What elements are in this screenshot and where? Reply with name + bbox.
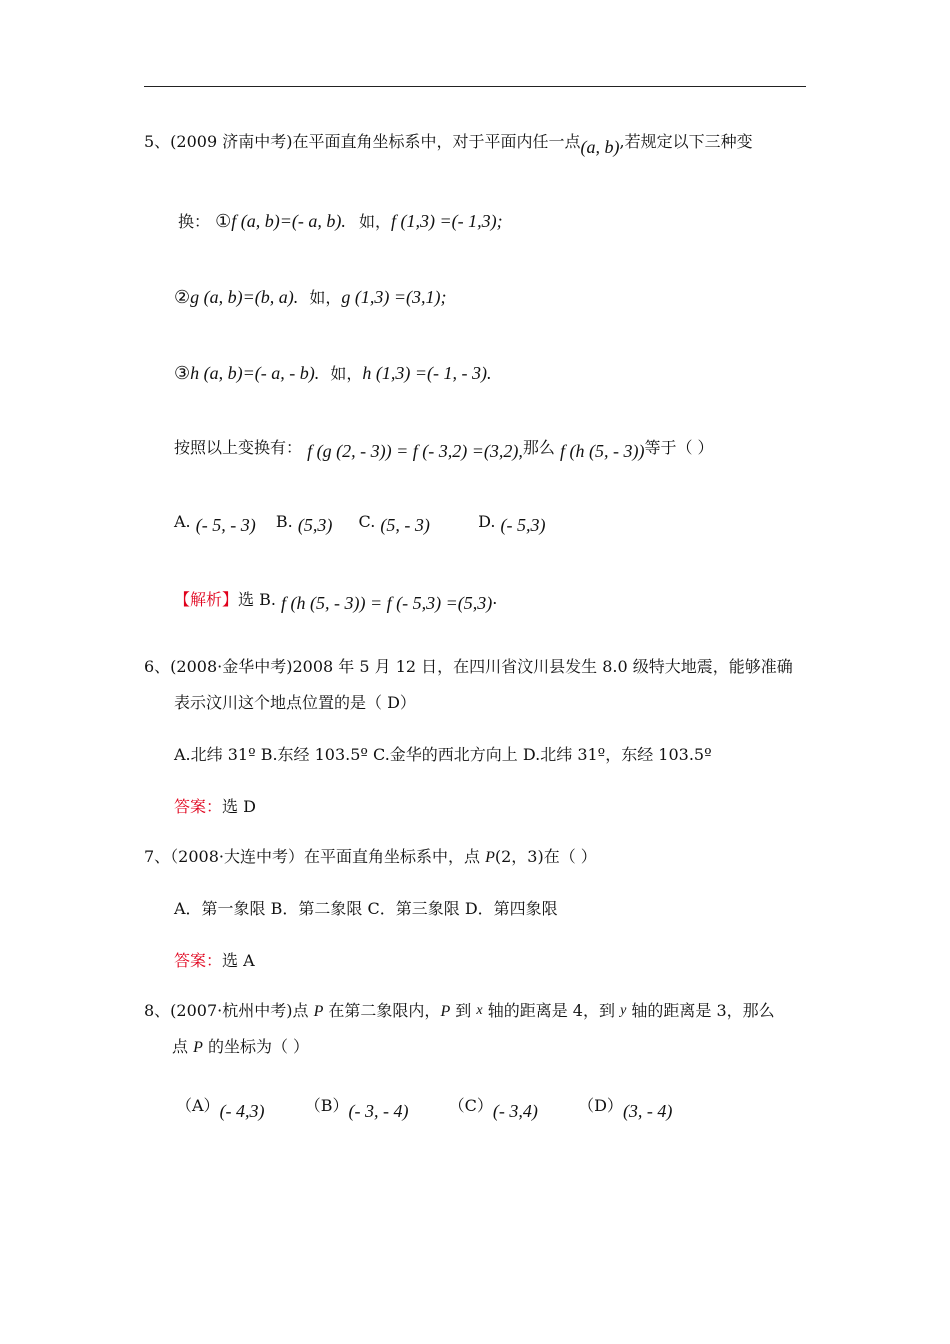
option-b: B. (5,3)	[275, 512, 333, 535]
q8-option-b: （B）(- 3, - 4)	[304, 1096, 409, 1121]
compose-label: 按照以上变换有：	[174, 438, 303, 457]
q8-option-c: （C）(- 3,4)	[448, 1096, 538, 1121]
q8-line1: 8、(2007·杭州中考)点 P 在第二象限内，P 到 x 轴的距离是 4，到 y 轴的距离是 3，那么	[144, 1001, 775, 1020]
q6-answer	[174, 796, 256, 818]
q5-rule1	[178, 210, 503, 233]
q7-answer-value: 选 A	[222, 951, 255, 970]
q5-line1	[144, 130, 753, 157]
q8-options	[176, 1094, 673, 1121]
header-rule	[144, 86, 806, 87]
rule3-mark: ③	[174, 363, 191, 383]
option-c: C. (5, - 3)	[358, 512, 430, 535]
q6-answer-value: 选 D	[222, 797, 256, 816]
analysis-expr: f (h (5, - 3)) = f (- 5,3) =(5,3)·	[281, 593, 497, 613]
q6-options: A.北纬 31º B.东经 103.5º C.金华的西北方向上 D.北纬 31º，东经 103.5º	[174, 745, 712, 764]
rule2-example-label: 如，	[309, 288, 342, 307]
q5-analysis	[174, 588, 497, 611]
q7-options: A．第一象限 B．第二象限 C．第三象限 D．第四象限	[174, 899, 558, 918]
rule1-mark: ①	[215, 211, 232, 231]
q7-answer-label: 答案：	[174, 951, 223, 970]
compose-question-expr: f (h (5, - 3))	[559, 441, 645, 461]
q6-line2: 表示汶川这个地点位置的是（ D）	[174, 693, 416, 712]
rule1-example-label: 如，	[358, 212, 391, 231]
analysis-text: 选 B.	[238, 590, 276, 609]
option-d: D. (- 5,3)	[478, 512, 546, 535]
q8-line2: 点 P 的坐标为（ ）	[172, 1037, 310, 1056]
q7-answer	[174, 950, 255, 972]
rule3-example: h (1,3) =(- 1, - 3).	[362, 363, 492, 383]
rule1-example: f (1,3) =(- 1,3);	[390, 211, 503, 231]
q5-stem-cont: ,若规定以下三种变	[619, 132, 753, 151]
compose-suffix: 等于（ ）	[644, 438, 714, 457]
rule2-mark: ②	[174, 287, 191, 307]
rule1-expr: f (a, b)=(- a, b).	[231, 211, 346, 231]
q8-option-a: （A）(- 4,3)	[176, 1096, 265, 1121]
q7-line1: 7、（2008·大连中考）在平面直角坐标系中，点 P(2，3)在（ ）	[144, 847, 597, 866]
q5-transform-label: 换：	[178, 212, 211, 231]
rule2-expr: g (a, b)=(b, a).	[190, 287, 299, 307]
analysis-tag: 【解析】	[174, 590, 239, 609]
q5-compose	[174, 436, 714, 459]
rule3-example-label: 如，	[330, 364, 363, 383]
q5-point: (a, b)	[580, 137, 620, 157]
q8-option-d: （D）(3, - 4)	[578, 1096, 673, 1121]
q6-line1: 6、(2008·金华中考)2008 年 5 月 12 日，在四川省汶川县发生 8.0 级特大地震，能够准确	[144, 657, 793, 676]
q6-answer-label: 答案：	[174, 797, 223, 816]
option-a: A. (- 5, - 3)	[174, 512, 256, 535]
q5-rule2	[174, 286, 447, 309]
rule3-expr: h (a, b)=(- a, - b).	[190, 363, 320, 383]
compose-mid: 那么	[522, 438, 555, 457]
q5-rule3	[174, 362, 492, 385]
rule2-example: g (1,3) =(3,1);	[341, 287, 447, 307]
compose-expr: f (g (2, - 3)) = f (- 3,2) =(3,2),	[307, 441, 523, 461]
q5-options	[174, 510, 545, 533]
q5-stem: 5、(2009 济南中考)在平面直角坐标系中，对于平面内任一点	[144, 132, 581, 151]
